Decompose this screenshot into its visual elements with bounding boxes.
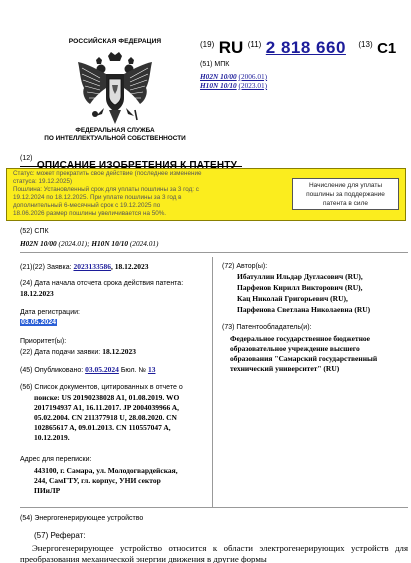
filing-label: (22) Дата подачи заявки:: [20, 349, 101, 356]
cited-line: 2017194937 A1, 16.11.2017. JP 2004039966 A,: [34, 403, 180, 412]
spk-class: H10N 10/10: [91, 239, 129, 248]
status-line: Статус: может прекратить свое действие (последнее изменение: [13, 170, 202, 177]
fee-button-label: пошлины за поддержание: [306, 191, 385, 198]
spk-date: (2024.01): [129, 239, 159, 248]
owner-line: образовательное учреждение высшего: [230, 344, 360, 353]
publication-date-link[interactable]: 03.05.2024: [85, 365, 119, 374]
mpk-item: [200, 72, 267, 81]
divider: [20, 507, 408, 508]
application-date: , 18.12.2023: [110, 262, 149, 271]
authors-label: (72) Автор(ы):: [222, 263, 268, 270]
application-number-link[interactable]: 2023133586: [73, 262, 111, 271]
mpk-item: [200, 81, 267, 90]
cited-line: поиске: US 20190238028 A1, 01.08.2019. WO: [34, 393, 180, 402]
divider: [20, 252, 408, 253]
title-code: (12): [20, 155, 33, 162]
spk-class: H02N 10/00: [20, 239, 57, 248]
start-date-label: (24) Дата начала отсчета срока действия патента:: [20, 280, 184, 287]
owner-line: образования "Самарский государственный: [230, 354, 378, 363]
spk-date: (2024.01);: [58, 239, 90, 248]
cited-line: 102865617 A, 09.01.2013. CN 110557047 A,: [34, 423, 171, 432]
cited-label: (56) Список документов, цитированных в отчете о: [20, 384, 183, 391]
title-divider: [20, 166, 242, 167]
code-11: (11): [247, 40, 262, 49]
fee-line: дополнительный 6-месячный срок с 19.12.2025 по: [13, 202, 161, 209]
service-label: [22, 127, 208, 144]
publication-field: [20, 365, 210, 376]
service-line-1: ФЕДЕРАЛЬНАЯ СЛУЖБА: [75, 127, 155, 134]
mpk-label: (51) МПК: [200, 61, 230, 68]
mpk-date-link[interactable]: (2006.01): [238, 72, 268, 81]
federation-label: РОССИЙСКАЯ ФЕДЕРАЦИЯ: [68, 38, 162, 45]
fee-calculation-button[interactable]: [292, 178, 399, 210]
fee-line: 18.06.2026 размер пошлины увеличивается на 50%.: [13, 210, 167, 217]
owner-label: (73) Патентообладатель(и):: [222, 324, 312, 331]
coat-of-arms-icon: [70, 52, 160, 128]
fee-button-label: Начисление для уплаты: [308, 182, 383, 189]
mpk-class-link[interactable]: H10N 10/10: [200, 81, 237, 90]
kind-code: C1: [377, 40, 397, 57]
author-item: Парфенов Кирилл Викторович (RU),: [237, 283, 363, 292]
patent-code-line: [200, 38, 396, 62]
country-code: RU: [218, 38, 244, 57]
invention-name: (54) Энергогенерирующее устройство: [20, 515, 144, 522]
filing-value: 18.12.2023: [102, 347, 136, 356]
owner-line: технический университет" (RU): [230, 364, 340, 373]
application-field: [20, 262, 210, 273]
author-item: Ибатуллин Ильдар Дугласович (RU),: [237, 272, 363, 281]
column-divider: [212, 257, 213, 507]
address-label: Адрес для переписки:: [20, 456, 92, 463]
address-line: 244, СамГТУ, гл. корпус, УНИ сектор: [34, 476, 161, 485]
bulletin-number-link[interactable]: 13: [147, 365, 156, 374]
status-line: статуса: 19.12.2025): [13, 178, 73, 185]
author-item: Кац Николай Григорьевич (RU),: [237, 294, 348, 303]
fee-button-label: патента в силе: [323, 200, 368, 207]
code-19: (19): [200, 40, 215, 49]
registration-value: 03.05.2024: [21, 319, 57, 326]
publication-label: (45) Опубликовано:: [20, 367, 84, 374]
address-line: ПИиЛР: [34, 486, 61, 495]
mpk-class-link[interactable]: H02N 10/00: [200, 72, 237, 81]
abstract-text: Энергогенерирующее устройство относится к области электрогенерирующих устройств для преобразования механической энергии движения в другие формы: [20, 543, 408, 563]
cited-line: 10.12.2019.: [34, 433, 70, 442]
spk-value: [20, 239, 158, 248]
registration-label: Дата регистрации:: [20, 309, 80, 316]
abstract-label: (57) Реферат:: [34, 531, 86, 540]
priority-label: Приоритет(ы):: [20, 338, 67, 345]
address-line: 443100, г. Самара, ул. Молодогвардейская,: [34, 466, 178, 475]
filing-field: [20, 347, 210, 358]
patent-number-link[interactable]: 2 818 660: [265, 38, 346, 57]
cited-line: 05.02.2004. CN 211377918 U, 28.08.2020. CN: [34, 413, 177, 422]
service-line-2: ПО ИНТЕЛЛЕКТУАЛЬНОЙ СОБСТВЕННОСТИ: [44, 135, 186, 143]
start-date-value: 18.12.2023: [20, 289, 54, 298]
code-13: (13): [358, 40, 373, 49]
owner-line: Федеральное государственное бюджетное: [230, 334, 371, 343]
author-item: Парфенова Светлана Николаевна (RU): [237, 305, 371, 314]
fee-line: Пошлина: Установленный срок для уплаты пошлины за 3 год: с: [13, 186, 199, 193]
application-label: (21)(22) Заявка:: [20, 264, 72, 271]
fee-line: 19.12.2024 по 18.12.2025. При уплате пошлины за 3 год в: [13, 194, 182, 201]
bulletin-label: Бюл. №: [120, 367, 147, 374]
mpk-date-link[interactable]: (2023.01): [238, 81, 268, 90]
spk-label: (52) СПК: [20, 228, 49, 235]
